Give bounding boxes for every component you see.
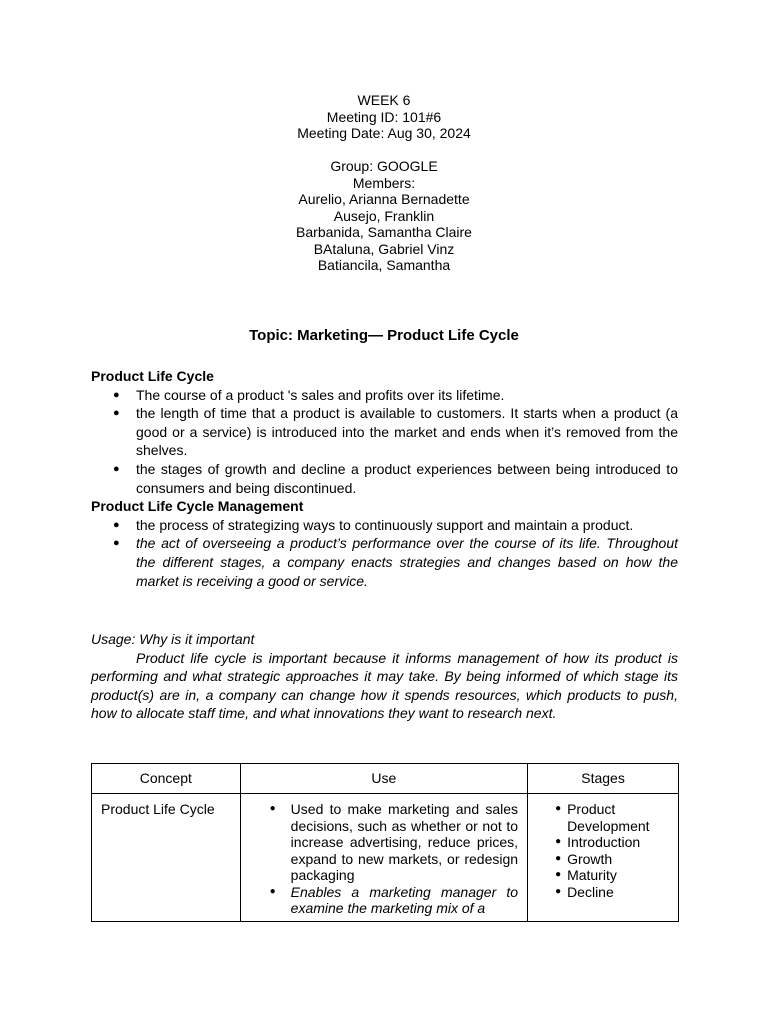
stage-item: ● Growth [537, 851, 669, 868]
list-item: ● Used to make marketing and sales decisions, such as whether or not to increase advertising, reduce prices, expand to new markets, or redesign packaging [250, 801, 518, 884]
meeting-date: Meeting Date: Aug 30, 2024 [297, 125, 471, 141]
members-label: Members: [352, 174, 416, 191]
concept-table [91, 763, 679, 922]
list-item: ● The course of a product 's sales and profits over its lifetime. [91, 386, 678, 405]
plcm-list [91, 516, 678, 590]
table-row [92, 794, 679, 922]
stages-list [537, 801, 669, 900]
member-name: Aurelio, Arianna Bernadette [298, 191, 470, 207]
member-name: Batiancila, Samantha [317, 257, 451, 273]
stage-item: ● Introduction [537, 834, 669, 851]
list-item: ● Enables a marketing manager to examine the marketing mix of a [250, 884, 518, 917]
stage-item: ● Maturity [537, 867, 669, 884]
plcm-heading: Product Life Cycle Management [91, 498, 304, 515]
table-header-row [92, 764, 679, 794]
column-header-concept: Concept [92, 764, 241, 794]
stages-cell [528, 794, 679, 922]
column-header-stages: Stages [528, 764, 679, 794]
stage-item: ● Product Development [537, 801, 669, 834]
plc-heading: Product Life Cycle [91, 368, 214, 384]
list-item: ● the length of time that a product is available to customers. It starts when a product (a good or a service) is introduced into the market and ends when it’s removed from the shelves. [91, 404, 678, 460]
group-name: Group: GOOGLE [330, 158, 438, 174]
list-item: ● the process of strategizing ways to continuously support and maintain a product. [91, 516, 678, 535]
column-header-use: Use [240, 764, 527, 794]
plc-list [91, 386, 678, 498]
use-list [250, 801, 518, 917]
list-item: ● the act of overseeing a product’s performance over the course of its life. Throughout the different stages, a company enacts strategies and changes based on how the market is receiving a good or service. [91, 534, 678, 590]
list-item: ● the stages of growth and decline a product experiences between being introduced to consumers and being discontinued. [91, 460, 678, 497]
concept-cell: Product Life Cycle [92, 794, 241, 922]
stage-item: ● Decline [537, 884, 669, 901]
week-label: WEEK 6 [357, 92, 411, 108]
member-name: BAtaluna, Gabriel Vinz [313, 240, 455, 257]
definitions-section [91, 367, 678, 590]
meeting-id: Meeting ID: 101#6 [326, 108, 442, 125]
use-cell [240, 794, 527, 922]
usage-paragraph: Product life cycle is important because it informs management of how its product is performing and what strategic approaches it may take. By being informed of which stage its product(s) are in, a company can change how it spends resources, which products to push, how to allocate staff time, and what innovations they want to research next. [91, 649, 678, 722]
member-name: Ausejo, Franklin [333, 207, 435, 224]
meeting-header [0, 92, 768, 274]
usage-section [91, 630, 678, 723]
usage-heading: Usage: Why is it important [91, 631, 255, 647]
member-name: Barbanida, Samantha Claire [296, 224, 472, 240]
topic-title: Topic: Marketing— Product Life Cycle [249, 327, 519, 344]
